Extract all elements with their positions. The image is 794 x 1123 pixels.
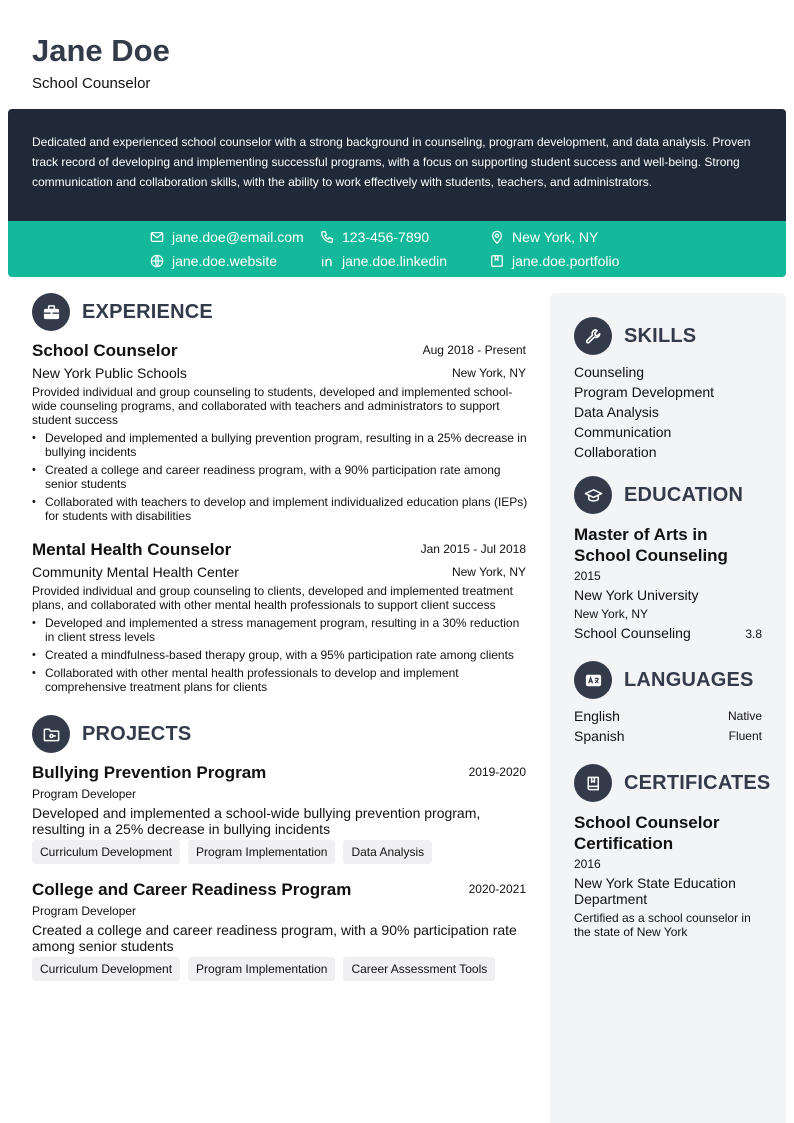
website-text: jane.doe.website [172,253,278,269]
projects-heading [32,715,191,753]
list-item: • Developed and implemented a stress management program, resulting in a 30% reduction in client stress levels [32,616,528,644]
project-tags [32,957,503,981]
skills-heading [574,317,696,355]
contact-website[interactable] [150,251,277,271]
mail-icon [150,230,164,244]
translate-icon [574,661,612,699]
contact-linkedin[interactable] [320,251,447,271]
education-field-row [574,625,762,641]
job-description: Provided individual and group counseling to students, developed and implemented school-wide counseling programs, and collaborated with teachers and administrators to support student success [32,385,513,427]
job-title: Mental Health Counselor [32,540,232,559]
list-item: • Developed and implemented a bullying prevention program, resulting in a 25% decrease in bullying incidents [32,431,528,459]
certificate-description: Certified as a school counselor in the state of New York [574,911,751,939]
linkedin-text: jane.doe.linkedin [342,253,448,269]
certificates-title: CERTIFICATES [624,771,771,794]
project-description: Developed and implemented a school-wide bullying prevention program, resulting in a 25% decrease in bullying incidents [32,805,481,837]
wrench-icon [574,317,612,355]
skill-item: Data Analysis [574,404,659,420]
project-title: Bullying Prevention Program [32,763,267,782]
education-school: New York University [574,587,699,603]
project-description: Created a college and career readiness program, with a 90% participation rate among senior students [32,922,517,954]
language-name: English [574,708,620,724]
project-role: Program Developer [32,904,137,918]
language-level: Fluent [728,729,762,743]
certificate-issuer: New York State Education Department [574,875,736,907]
language-level: Native [727,709,762,723]
skill-item: Communication [574,424,672,440]
tag: Curriculum Development [32,840,180,864]
skill-item: Program Development [574,384,715,400]
certificate-year: 2016 [574,857,601,871]
linkedin-icon [320,254,334,268]
contact-email[interactable] [150,227,304,247]
location-text: New York, NY [512,229,599,245]
job-title: School Counselor [32,341,178,360]
job-org: New York Public Schools [32,365,187,381]
job-dates: Aug 2018 - Present [422,343,526,357]
candidate-title: School Counselor [32,75,151,92]
list-item: • Created a college and career readiness program, with a 90% participation rate among senior students [32,463,528,491]
certificates-heading [574,764,770,802]
projects-title: PROJECTS [82,722,192,745]
contact-location [490,227,598,247]
tag: Career Assessment Tools [343,957,495,981]
education-location: New York, NY [574,607,649,621]
phone-text: 123-456-7890 [342,229,430,245]
summary-text: Dedicated and experienced school counselor with a strong background in counseling, program development, and data analysis. Proven track record of developing and implementing successful programs, with a focus on supporting student success and well-being. Strong communication and collaboration skills, with the ability to work effectively with students, teachers, and administrators. [32,135,751,189]
language-name: Spanish [574,728,625,744]
skill-item: Collaboration [574,444,657,460]
contact-portfolio[interactable] [490,251,619,271]
certificate-name: School Counselor Certification [574,813,720,853]
briefcase-icon [32,293,70,331]
languages-heading [574,661,754,699]
list-item: • Collaborated with teachers to develop and implement individualized education plans (IEPs) for students with disabilities [32,495,528,523]
portfolio-icon [490,254,504,268]
phone-icon [320,230,334,244]
contact-bar [8,221,786,277]
book-icon [574,764,612,802]
tag: Data Analysis [343,840,432,864]
summary-section [8,109,786,221]
email-text: jane.doe@email.com [172,229,304,245]
education-degree: Master of Arts in School Counseling [574,525,728,565]
globe-icon [150,254,164,268]
education-year: 2015 [574,569,601,583]
job-bullets [32,431,528,527]
job-location: New York, NY [451,565,526,579]
job-bullets [32,616,528,698]
portfolio-text: jane.doe.portfolio [512,253,620,269]
graduation-cap-icon [574,476,612,514]
project-dates: 2019-2020 [468,765,526,779]
map-pin-icon [490,230,504,244]
project-role: Program Developer [32,787,137,801]
project-dates: 2020-2021 [468,882,526,896]
education-heading [574,476,743,514]
language-row [574,728,762,744]
contact-phone[interactable] [320,227,429,247]
education-gpa: 3.8 [745,627,762,641]
project-title: College and Career Readiness Program [32,880,352,899]
skills-list [574,362,714,462]
folder-icon [32,715,70,753]
job-dates: Jan 2015 - Jul 2018 [420,542,526,556]
candidate-name: Jane Doe [32,33,170,68]
skill-item: Counseling [574,364,645,380]
tag: Curriculum Development [32,957,180,981]
job-description: Provided individual and group counseling to clients, developed and implemented treatment plans, and collaborated with other mental health professionals to support client success [32,584,513,612]
project-tags [32,840,440,864]
list-item: • Created a mindfulness-based therapy group, with a 95% participation rate among clients [32,648,528,662]
tag: Program Implementation [188,840,335,864]
languages-title: LANGUAGES [624,668,754,691]
experience-title: EXPERIENCE [82,300,213,323]
resume-header [32,33,170,92]
job-org: Community Mental Health Center [32,564,239,580]
skills-title: SKILLS [624,324,697,347]
experience-heading [32,293,213,331]
list-item: • Collaborated with other mental health professionals to develop and implement comprehensive treatment plans for clients [32,666,528,694]
education-field: School Counseling [574,625,691,641]
job-location: New York, NY [451,366,526,380]
language-row [574,708,762,724]
education-title: EDUCATION [624,483,744,506]
tag: Program Implementation [188,957,335,981]
